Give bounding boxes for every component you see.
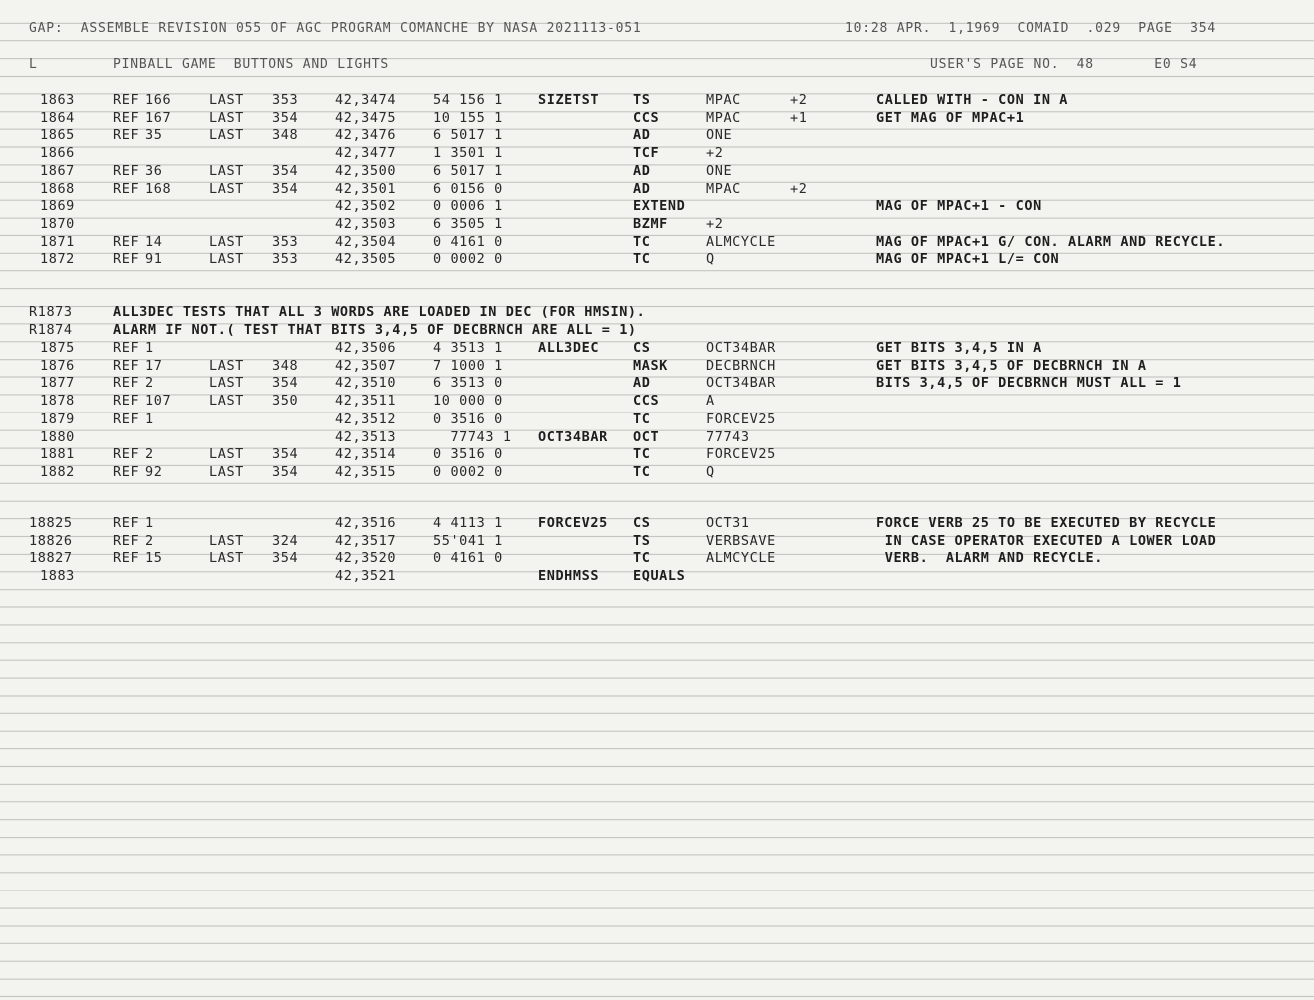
header-user-page: USER'S PAGE NO. 48 E0 S4 (930, 57, 1198, 72)
listing-last-label: LAST (209, 251, 244, 268)
listing-operand: Q (706, 463, 715, 480)
listing-ref-number: 35 (145, 127, 163, 144)
listing-address: 42,3475 (335, 109, 397, 126)
listing-address: 42,3500 (335, 162, 397, 179)
listing-last-label: LAST (209, 233, 244, 250)
listing-last-label: LAST (209, 393, 244, 410)
listing-line-number: 1876 (40, 357, 75, 374)
listing-opcode: TC (633, 233, 651, 250)
listing-opcode: AD (633, 375, 651, 392)
listing-operand-modifier: +1 (790, 109, 808, 126)
listing-opcode: CCS (633, 109, 660, 126)
listing-last-number: 348 (272, 357, 299, 374)
listing-last-number: 324 (272, 532, 299, 549)
listing-last-number: 354 (272, 375, 299, 392)
listing-line-number: 1867 (40, 162, 75, 179)
listing-line-number: 1883 (40, 568, 75, 585)
listing-symbol-label: ALL3DEC (538, 340, 600, 356)
listing-opcode: AD (633, 127, 651, 144)
listing-address: 42,3512 (335, 410, 397, 427)
listing-address: 42,3515 (335, 463, 397, 480)
listing-address: 42,3507 (335, 357, 397, 374)
listing-address: 42,3513 (335, 428, 397, 445)
listing-line-number: 1875 (40, 340, 75, 356)
listing-ref-number: 1 (145, 340, 154, 356)
listing-operand: OCT34BAR (706, 375, 776, 392)
listing-address: 42,3477 (335, 145, 397, 162)
listing-last-number: 354 (272, 162, 299, 179)
listing-operand: +2 (706, 145, 724, 162)
listing-operand: ALMCYCLE (706, 550, 776, 567)
listing-octal-code: 6 3513 0 (433, 375, 503, 392)
remark-text: ALARM IF NOT.( TEST THAT BITS 3,4,5 OF DECBRNCH ARE ALL = 1) (113, 321, 637, 338)
listing-last-number: 354 (272, 446, 299, 463)
listing-last-number: 354 (272, 180, 299, 197)
listing-ref-label: REF (113, 393, 140, 410)
listing-line-number: 1866 (40, 145, 75, 162)
listing-ref-label: REF (113, 127, 140, 144)
listing-octal-code: 6 3505 1 (433, 215, 503, 232)
listing-opcode: BZMF (633, 215, 668, 232)
listing-comment: MAG OF MPAC+1 - CON (876, 198, 1042, 215)
listing-ref-label: REF (113, 463, 140, 480)
listing-ref-label: REF (113, 375, 140, 392)
listing-line-number: 1879 (40, 410, 75, 427)
listing-opcode: AD (633, 162, 651, 179)
listing-ref-label: REF (113, 340, 140, 356)
listing-last-label: LAST (209, 357, 244, 374)
listing-last-label: LAST (209, 162, 244, 179)
listing-operand: OCT31 (706, 515, 750, 531)
listing-ref-number: 17 (145, 357, 163, 374)
listing-address: 42,3503 (335, 215, 397, 232)
listing-octal-code: 1 3501 1 (433, 145, 503, 162)
listing-line-number: 1868 (40, 180, 75, 197)
listing-line-number: 1863 (40, 92, 75, 108)
listing-octal-code: 4 4113 1 (433, 515, 503, 531)
listing-ref-label: REF (113, 251, 140, 268)
listing-operand: MPAC (706, 109, 741, 126)
listing-opcode: EXTEND (633, 198, 686, 215)
listing-address: 42,3474 (335, 92, 397, 108)
listing-address: 42,3501 (335, 180, 397, 197)
listing-ref-label: REF (113, 532, 140, 549)
listing-opcode: TCF (633, 145, 660, 162)
listing-address: 42,3505 (335, 251, 397, 268)
listing-line-number: 1870 (40, 215, 75, 232)
listing-operand: ONE (706, 162, 733, 179)
listing-opcode: TC (633, 550, 651, 567)
listing-ref-number: 1 (145, 515, 154, 531)
listing-line-number: 1872 (40, 251, 75, 268)
header-section-title: PINBALL GAME BUTTONS AND LIGHTS (113, 57, 390, 72)
listing-last-label: LAST (209, 463, 244, 480)
listing-operand: 77743 (706, 428, 750, 445)
listing-last-number: 353 (272, 92, 299, 108)
listing-last-number: 353 (272, 233, 299, 250)
listing-address: 42,3521 (335, 568, 397, 585)
listing-line-number: 18827 (29, 550, 73, 567)
listing-octal-code: 0 3516 0 (433, 446, 503, 463)
listing-last-label: LAST (209, 127, 244, 144)
listing-octal-code: 77743 1 (433, 428, 512, 445)
listing-last-label: LAST (209, 532, 244, 549)
listing-opcode: CS (633, 515, 651, 531)
listing-octal-code: 4 3513 1 (433, 340, 503, 356)
listing-opcode: TC (633, 410, 651, 427)
listing-ref-number: 36 (145, 162, 163, 179)
listing-operand: ONE (706, 127, 733, 144)
listing-octal-code: 6 5017 1 (433, 162, 503, 179)
header-date-page: 10:28 APR. 1,1969 COMAID .029 PAGE 354 (845, 21, 1216, 36)
listing-ref-number: 2 (145, 532, 154, 549)
listing-octal-code: 54 156 1 (433, 92, 503, 108)
remark-number: R1874 (29, 321, 73, 338)
listing-ref-label: REF (113, 180, 140, 197)
listing-line-number: 1881 (40, 446, 75, 463)
listing-operand: A (706, 393, 715, 410)
listing-comment: BITS 3,4,5 OF DECBRNCH MUST ALL = 1 (876, 375, 1182, 392)
listing-operand: Q (706, 251, 715, 268)
listing-opcode: TC (633, 463, 651, 480)
listing-address: 42,3504 (335, 233, 397, 250)
listing-address: 42,3520 (335, 550, 397, 567)
listing-comment: MAG OF MPAC+1 L/= CON (876, 251, 1060, 268)
header-flag: L (29, 57, 38, 72)
listing-line-number: 1877 (40, 375, 75, 392)
listing-line-number: 1864 (40, 109, 75, 126)
listing-operand: FORCEV25 (706, 446, 776, 463)
listing-symbol-label: ENDHMSS (538, 568, 600, 585)
listing-line-number: 1871 (40, 233, 75, 250)
listing-opcode: EQUALS (633, 568, 686, 585)
listing-line-number: 18825 (29, 515, 73, 531)
listing-operand: FORCEV25 (706, 410, 776, 427)
listing-ref-label: REF (113, 233, 140, 250)
listing-comment: IN CASE OPERATOR EXECUTED A LOWER LOAD (876, 532, 1217, 549)
listing-operand: ALMCYCLE (706, 233, 776, 250)
listing-ref-number: 14 (145, 233, 163, 250)
listing-ref-number: 107 (145, 393, 172, 410)
listing-operand: MPAC (706, 92, 741, 108)
listing-opcode: TS (633, 92, 651, 108)
listing-address: 42,3516 (335, 515, 397, 531)
listing-opcode: AD (633, 180, 651, 197)
listing-octal-code: 10 000 0 (433, 393, 503, 410)
listing-operand: +2 (706, 215, 724, 232)
listing-ref-number: 1 (145, 410, 154, 427)
listing-last-number: 354 (272, 109, 299, 126)
listing-operand: VERBSAVE (706, 532, 776, 549)
listing-octal-code: 0 0006 1 (433, 198, 503, 215)
listing-ref-label: REF (113, 92, 140, 108)
listing-operand: OCT34BAR (706, 340, 776, 356)
listing-last-label: LAST (209, 550, 244, 567)
listing-address: 42,3502 (335, 198, 397, 215)
listing-ref-label: REF (113, 162, 140, 179)
listing-ref-label: REF (113, 515, 140, 531)
listing-octal-code: 0 3516 0 (433, 410, 503, 427)
listing-last-number: 353 (272, 251, 299, 268)
listing-octal-code: 0 0002 0 (433, 251, 503, 268)
listing-last-number: 348 (272, 127, 299, 144)
listing-ref-number: 15 (145, 550, 163, 567)
listing-last-number: 354 (272, 550, 299, 567)
listing-last-label: LAST (209, 375, 244, 392)
listing-line-number: 1882 (40, 463, 75, 480)
listing-octal-code: 0 4161 0 (433, 550, 503, 567)
listing-octal-code: 6 5017 1 (433, 127, 503, 144)
listing-comment: FORCE VERB 25 TO BE EXECUTED BY RECYCLE (876, 515, 1217, 531)
listing-ref-number: 91 (145, 251, 163, 268)
listing-opcode: CCS (633, 393, 660, 410)
listing-ref-number: 2 (145, 446, 154, 463)
listing-octal-code: 55'041 1 (433, 532, 503, 549)
listing-opcode: MASK (633, 357, 668, 374)
listing-line-number: 1869 (40, 198, 75, 215)
listing-last-number: 354 (272, 463, 299, 480)
listing-ref-label: REF (113, 446, 140, 463)
listing-opcode: TC (633, 446, 651, 463)
listing-operand-modifier: +2 (790, 92, 808, 108)
listing-symbol-label: OCT34BAR (538, 428, 608, 445)
listing-address: 42,3506 (335, 340, 397, 356)
listing-comment: GET BITS 3,4,5 OF DECBRNCH IN A (876, 357, 1147, 374)
listing-last-label: LAST (209, 109, 244, 126)
listing-address: 42,3514 (335, 446, 397, 463)
listing-line-number: 1880 (40, 428, 75, 445)
listing-line-number: 1878 (40, 393, 75, 410)
listing-ref-label: REF (113, 410, 140, 427)
remark-number: R1873 (29, 304, 73, 320)
listing-ref-number: 2 (145, 375, 154, 392)
remark-text: ALL3DEC TESTS THAT ALL 3 WORDS ARE LOADED IN DEC (FOR HMSIN). (113, 304, 646, 320)
listing-operand-modifier: +2 (790, 180, 808, 197)
listing-opcode: CS (633, 340, 651, 356)
listing-comment: GET MAG OF MPAC+1 (876, 109, 1025, 126)
listing-octal-code: 0 4161 0 (433, 233, 503, 250)
listing-opcode: TC (633, 251, 651, 268)
listing-comment: MAG OF MPAC+1 G/ CON. ALARM AND RECYCLE. (876, 233, 1226, 250)
listing-last-label: LAST (209, 180, 244, 197)
listing-address: 42,3517 (335, 532, 397, 549)
listing-symbol-label: SIZETST (538, 92, 600, 108)
listing-symbol-label: FORCEV25 (538, 515, 608, 531)
listing-opcode: OCT (633, 428, 660, 445)
listing-line-number: 18826 (29, 532, 73, 549)
listing-ref-label: REF (113, 550, 140, 567)
listing-ref-label: REF (113, 357, 140, 374)
listing-comment: VERB. ALARM AND RECYCLE. (876, 550, 1103, 567)
listing-octal-code: 7 1000 1 (433, 357, 503, 374)
listing-comment: CALLED WITH - CON IN A (876, 92, 1069, 108)
listing-ref-number: 167 (145, 109, 172, 126)
listing-operand: MPAC (706, 180, 741, 197)
listing-address: 42,3511 (335, 393, 397, 410)
listing-ref-label: REF (113, 109, 140, 126)
listing-last-label: LAST (209, 446, 244, 463)
listing-address: 42,3510 (335, 375, 397, 392)
listing-address: 42,3476 (335, 127, 397, 144)
listing-operand: DECBRNCH (706, 357, 776, 374)
listing-ref-number: 168 (145, 180, 172, 197)
header-assembly-line: GAP: ASSEMBLE REVISION 055 OF AGC PROGRAM COMANCHE BY NASA 2021113-051 (29, 21, 642, 36)
listing-octal-code: 0 0002 0 (433, 463, 503, 480)
listing-line-number: 1865 (40, 127, 75, 144)
listing-opcode: TS (633, 532, 651, 549)
listing-octal-code: 10 155 1 (433, 109, 503, 126)
listing-ref-number: 92 (145, 463, 163, 480)
listing-octal-code: 6 0156 0 (433, 180, 503, 197)
listing-ref-number: 166 (145, 92, 172, 108)
listing-last-number: 350 (272, 393, 299, 410)
listing-last-label: LAST (209, 92, 244, 108)
listing-comment: GET BITS 3,4,5 IN A (876, 340, 1042, 356)
